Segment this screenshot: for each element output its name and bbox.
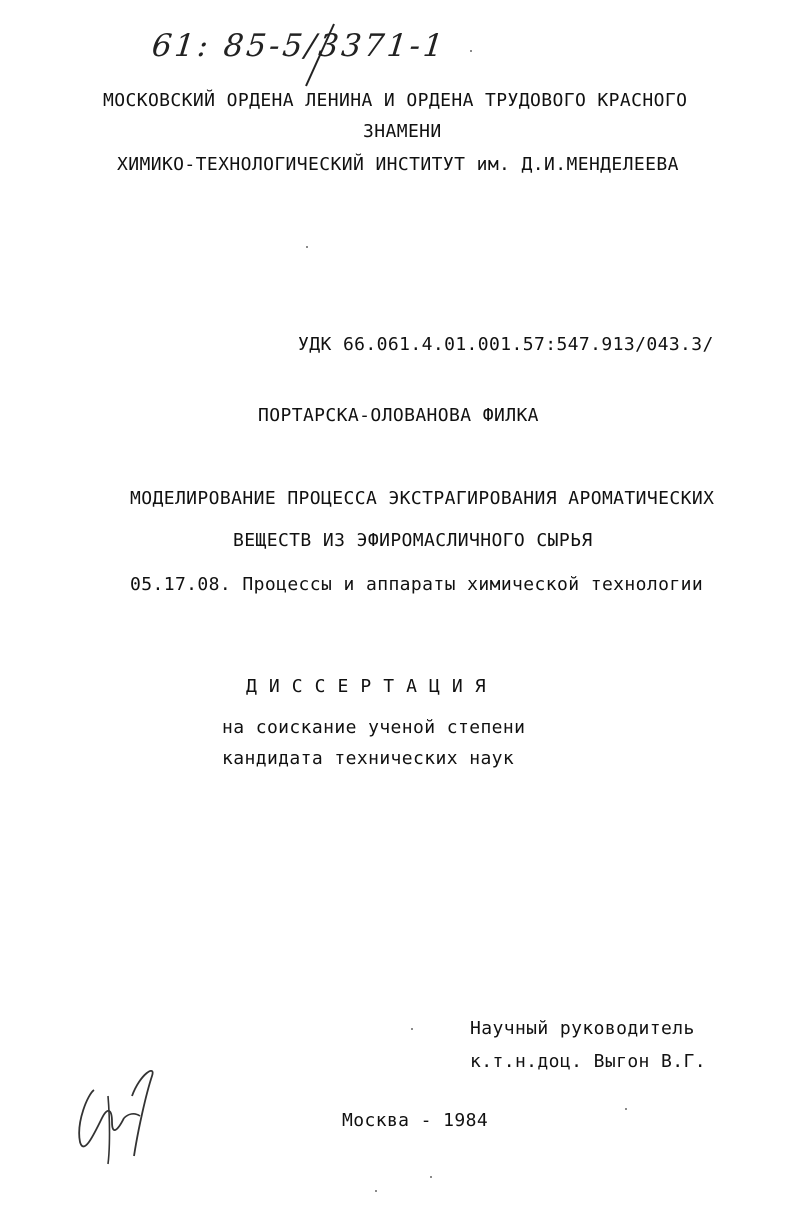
speck [430,1176,432,1178]
speck [375,1190,377,1192]
institution-line-1: МОСКОВСКИЙ ОРДЕНА ЛЕНИНА И ОРДЕНА ТРУДОВОГО КРАСНОГО [103,90,688,111]
archive-slash-mark [300,20,340,90]
udk-code: УДК 66.061.4.01.001.57:547.913/043.3/ [298,334,714,355]
author-name: ПОРТАРСКА-ОЛОВАНОВА ФИЛКА [258,405,539,426]
degree-line-1: на соискание ученой степени [222,717,526,738]
institution-line-2: ЗНАМЕНИ [363,121,442,142]
archive-number: 61: 85-5/3371-1 [150,28,448,64]
degree-line-2: кандидата технических наук [222,748,515,769]
speck [625,1108,627,1110]
supervisor-name: к.т.н.доц. Выгон В.Г. [470,1051,706,1072]
supervisor-label: Научный руководитель [470,1018,695,1039]
speck [306,246,308,248]
document-type: Д И С С Е Р Т А Ц И Я [246,676,487,697]
institution-line-3: ХИМИКО-ТЕХНОЛОГИЧЕСКИЙ ИНСТИТУТ им. Д.И.МЕНДЕЛЕЕВА [117,154,679,175]
speck [411,1028,413,1030]
handwritten-signature [68,1060,168,1170]
dissertation-title-line-1: МОДЕЛИРОВАНИЕ ПРОЦЕССА ЭКСТРАГИРОВАНИЯ АРОМАТИЧЕСКИХ [130,488,715,509]
dissertation-title-line-2: ВЕЩЕСТВ ИЗ ЭФИРОМАСЛИЧНОГО СЫРЬЯ [233,530,593,551]
specialty-code: 05.17.08. Процессы и аппараты химической технологии [130,574,704,595]
place-and-year: Москва - 1984 [342,1110,489,1131]
speck [470,50,472,52]
